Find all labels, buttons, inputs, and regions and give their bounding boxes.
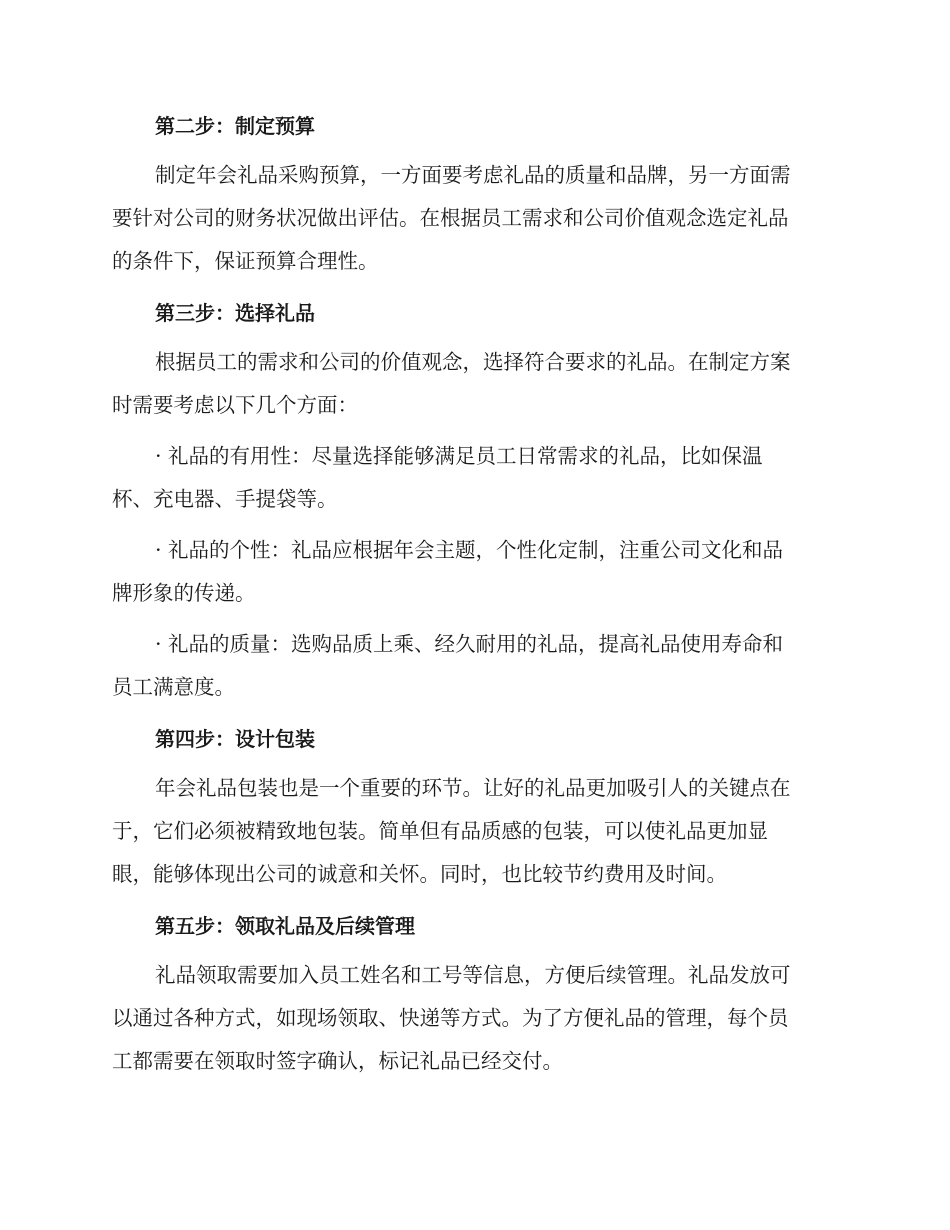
section-heading: 第五步：领取礼品及后续管理: [155, 914, 415, 938]
paragraph: [112, 767, 838, 896]
paragraph-line: 礼品领取需要加入员工姓名和工号等信息，方便后续管理。礼品发放可: [155, 963, 791, 987]
paragraph-line: 根据员工的需求和公司的价值观念，选择符合要求的礼品。在制定方案: [155, 350, 791, 374]
paragraph-line: 时需要考虑以下几个方面：: [112, 393, 358, 417]
paragraph-line: 杯、充电器、手提袋等。: [112, 487, 338, 511]
paragraph: [112, 954, 838, 1083]
paragraph-line: 员工满意度。: [112, 675, 235, 699]
section-heading: 第四步：设计包装: [155, 727, 315, 751]
paragraph-line: 的条件下，保证预算合理性。: [112, 249, 379, 273]
paragraph-line: · 礼品的有用性：尽量选择能够满足员工日常需求的礼品，比如保温: [155, 444, 763, 468]
section-collection: [112, 904, 838, 1083]
bullet-item: [112, 435, 838, 521]
bullet-item: [112, 529, 838, 615]
bullet-item: [112, 623, 838, 709]
paragraph-line: 年会礼品包装也是一个重要的环节。让好的礼品更加吸引人的关键点在: [155, 776, 791, 800]
section-heading: 第二步：制定预算: [155, 114, 315, 138]
section-heading: 第三步：选择礼品: [155, 301, 315, 325]
section-packaging: [112, 717, 838, 896]
paragraph-line: 眼，能够体现出公司的诚意和关怀。同时，也比较节约费用及时间。: [112, 862, 727, 886]
paragraph-line: · 礼品的个性：礼品应根据年会主题，个性化定制，注重公司文化和品: [155, 538, 784, 562]
section-select-gift: [112, 291, 838, 709]
paragraph-line: 以通过各种方式，如现场领取、快递等方式。为了方便礼品的管理，每个员: [112, 1006, 789, 1030]
paragraph-line: · 礼品的质量：选购品质上乘、经久耐用的礼品，提高礼品使用寿命和: [155, 632, 784, 656]
paragraph: [112, 154, 838, 283]
paragraph: [112, 341, 838, 427]
paragraph-line: 牌形象的传递。: [112, 581, 256, 605]
paragraph-line: 要针对公司的财务状况做出评估。在根据员工需求和公司价值观念选定礼品: [112, 206, 789, 230]
document-page: [112, 104, 838, 1091]
paragraph-line: 制定年会礼品采购预算，一方面要考虑礼品的质量和品牌，另一方面需: [155, 163, 791, 187]
paragraph-line: 工都需要在领取时签字确认，标记礼品已经交付。: [112, 1049, 563, 1073]
paragraph-line: 于，它们必须被精致地包装。简单但有品质感的包装，可以使礼品更加显: [112, 819, 768, 843]
section-budget: [112, 104, 838, 283]
